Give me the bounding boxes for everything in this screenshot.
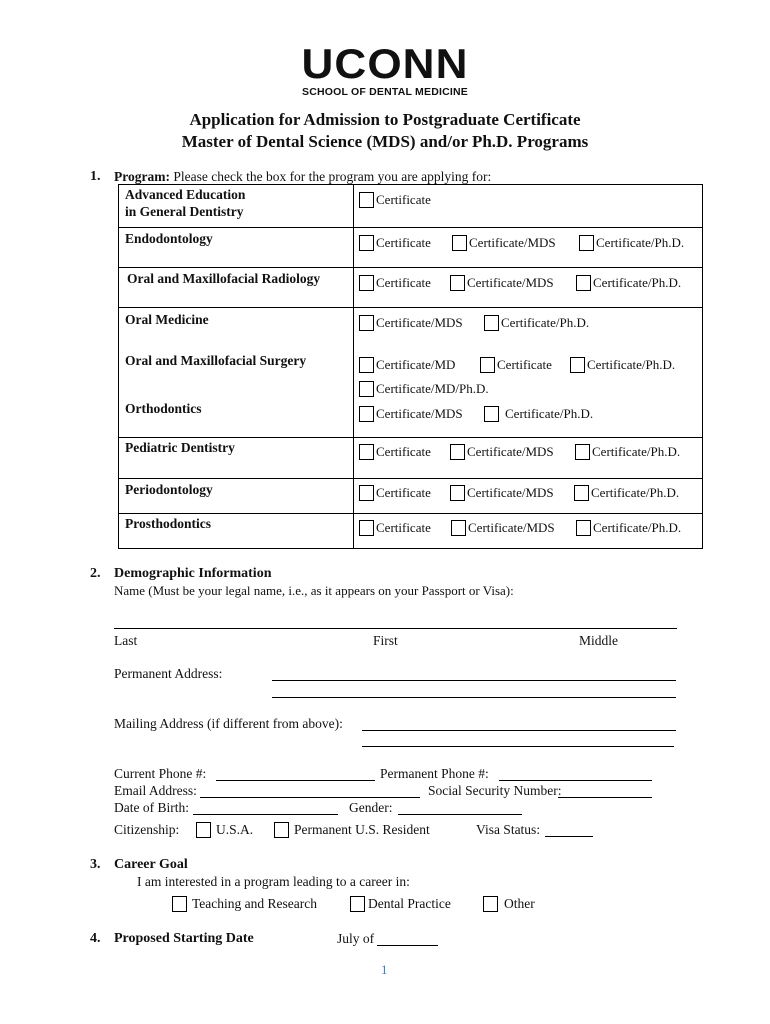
school-name: SCHOOL OF DENTAL MEDICINE xyxy=(301,86,468,98)
section1-instruction: Please check the box for the program you are applying for: xyxy=(173,169,492,184)
pedo-certificate-checkbox[interactable]: Certificate xyxy=(359,444,431,460)
starting-date-label: July of xyxy=(337,931,375,946)
perio-certificate-phd-checkbox[interactable]: Certificate/Ph.D. xyxy=(574,485,679,501)
name-instruction: Name (Must be your legal name, i.e., as it appears on your Passport or Visa): xyxy=(114,583,514,598)
checkbox-icon[interactable] xyxy=(450,485,465,501)
prostho-certificate-checkbox[interactable]: Certificate xyxy=(359,520,431,536)
checkbox-icon[interactable] xyxy=(359,444,374,460)
program-aegd-line2: in General Dentistry xyxy=(125,204,244,219)
checkbox-icon[interactable] xyxy=(483,896,498,912)
name-last-label: Last xyxy=(114,633,138,648)
checkbox-icon[interactable] xyxy=(274,822,289,838)
program-oral-maxillofacial-surgery: Oral and Maxillofacial Surgery xyxy=(125,353,307,368)
ortho-certificate-mds-checkbox[interactable]: Certificate/MDS xyxy=(359,406,463,422)
program-oral-medicine: Oral Medicine xyxy=(125,312,209,327)
radiology-certificate-checkbox[interactable]: Certificate xyxy=(359,275,431,291)
endo-certificate-checkbox[interactable]: Certificate xyxy=(359,235,431,251)
checkbox-icon[interactable] xyxy=(359,485,374,501)
name-first-label: First xyxy=(373,633,398,648)
checkbox-icon[interactable] xyxy=(359,235,374,251)
citizenship-usa-checkbox[interactable]: U.S.A. xyxy=(196,822,253,838)
perio-certificate-checkbox[interactable]: Certificate xyxy=(359,485,431,501)
checkbox-icon[interactable] xyxy=(570,357,585,373)
permanent-phone-label: Permanent Phone #: xyxy=(380,766,489,781)
ssn-line[interactable] xyxy=(558,797,652,798)
email-label: Email Address: xyxy=(114,783,197,798)
section2-title: Demographic Information xyxy=(114,566,272,581)
dob-label: Date of Birth: xyxy=(114,800,189,815)
section3-number: 3. xyxy=(90,857,101,872)
section1-title: Program: xyxy=(114,169,170,184)
checkbox-icon[interactable] xyxy=(359,520,374,536)
page-title-line2: Master of Dental Science (MDS) and/or Ph.D. Programs xyxy=(181,132,589,151)
checkbox-icon[interactable] xyxy=(359,406,374,422)
visa-status-label: Visa Status: xyxy=(476,822,541,837)
page-title-line1: Application for Admission to Postgraduate Certificate xyxy=(189,110,581,129)
pedo-certificate-mds-checkbox[interactable]: Certificate/MDS xyxy=(450,444,554,460)
endo-certificate-mds-checkbox[interactable]: Certificate/MDS xyxy=(452,235,556,251)
permanent-address-line1[interactable] xyxy=(272,680,676,681)
mailing-address-label: Mailing Address (if different from above): xyxy=(114,716,343,731)
checkbox-icon[interactable] xyxy=(350,896,365,912)
checkbox-icon[interactable] xyxy=(359,357,374,373)
citizenship-permanent-resident-checkbox[interactable]: Permanent U.S. Resident xyxy=(274,822,430,838)
program-periodontology: Periodontology xyxy=(125,482,213,497)
omfs-certificate-md-phd-checkbox[interactable]: Certificate/MD/Ph.D. xyxy=(359,381,489,397)
section4-number: 4. xyxy=(90,931,101,946)
current-phone-label: Current Phone #: xyxy=(114,766,207,781)
checkbox-icon[interactable] xyxy=(480,357,495,373)
uconn-logo: UCONN xyxy=(301,40,469,87)
checkbox-icon[interactable] xyxy=(451,520,466,536)
program-oral-maxillofacial-radiology: Oral and Maxillofacial Radiology xyxy=(127,271,321,286)
omfs-certificate-checkbox[interactable]: Certificate xyxy=(480,357,552,373)
checkbox-icon[interactable] xyxy=(450,275,465,291)
mailing-address-line1[interactable] xyxy=(362,730,676,731)
program-prosthodontics: Prosthodontics xyxy=(125,516,212,531)
omfs-certificate-md-checkbox[interactable]: Certificate/MD xyxy=(359,357,455,373)
checkbox-icon[interactable] xyxy=(359,275,374,291)
checkbox-icon[interactable] xyxy=(359,381,374,397)
checkbox-icon[interactable] xyxy=(576,520,591,536)
permanent-address-line2[interactable] xyxy=(272,697,676,698)
perio-certificate-mds-checkbox[interactable]: Certificate/MDS xyxy=(450,485,554,501)
omfs-certificate-phd-checkbox[interactable]: Certificate/Ph.D. xyxy=(570,357,675,373)
permanent-address-label: Permanent Address: xyxy=(114,666,223,681)
program-orthodontics: Orthodontics xyxy=(125,401,202,416)
career-teaching-research-checkbox[interactable]: Teaching and Research xyxy=(172,896,317,912)
checkbox-icon[interactable] xyxy=(172,896,187,912)
checkbox-icon[interactable] xyxy=(452,235,467,251)
checkbox-icon[interactable] xyxy=(196,822,211,838)
checkbox-icon[interactable] xyxy=(359,192,374,208)
career-other-checkbox[interactable]: Other xyxy=(483,896,535,912)
prostho-certificate-phd-checkbox[interactable]: Certificate/Ph.D. xyxy=(576,520,681,536)
program-endodontology: Endodontology xyxy=(125,231,213,246)
checkbox-icon[interactable] xyxy=(574,485,589,501)
section2-number: 2. xyxy=(90,566,101,581)
mailing-address-line2[interactable] xyxy=(362,746,674,747)
gender-line[interactable] xyxy=(398,814,522,815)
radiology-certificate-phd-checkbox[interactable]: Certificate/Ph.D. xyxy=(576,275,681,291)
ortho-certificate-phd-checkbox[interactable]: Certificate/Ph.D. xyxy=(484,406,593,422)
section1-number: 1. xyxy=(90,169,101,184)
email-line[interactable] xyxy=(200,797,420,798)
endo-certificate-phd-checkbox[interactable]: Certificate/Ph.D. xyxy=(579,235,684,251)
name-middle-label: Middle xyxy=(579,633,618,648)
checkbox-icon[interactable] xyxy=(359,315,374,331)
pedo-certificate-phd-checkbox[interactable]: Certificate/Ph.D. xyxy=(575,444,680,460)
program-aegd-line1: Advanced Education xyxy=(125,187,246,202)
radiology-certificate-mds-checkbox[interactable]: Certificate/MDS xyxy=(450,275,554,291)
program-pediatric-dentistry: Pediatric Dentistry xyxy=(125,440,235,455)
citizenship-label: Citizenship: xyxy=(114,822,180,837)
checkbox-icon[interactable] xyxy=(450,444,465,460)
section3-title: Career Goal xyxy=(114,857,188,872)
checkbox-icon[interactable] xyxy=(575,444,590,460)
section1-heading xyxy=(114,169,491,185)
prostho-certificate-mds-checkbox[interactable]: Certificate/MDS xyxy=(451,520,555,536)
visa-status-line[interactable] xyxy=(545,836,593,837)
gender-label: Gender: xyxy=(349,800,393,815)
career-dental-practice-checkbox[interactable]: Dental Practice xyxy=(350,896,451,912)
page-number: 1 xyxy=(381,962,388,977)
career-goal-text: I am interested in a program leading to a career in: xyxy=(137,874,410,889)
starting-year-line[interactable] xyxy=(377,945,438,946)
oral-medicine-certificate-phd-checkbox[interactable]: Certificate/Ph.D. xyxy=(484,315,589,331)
checkbox-icon[interactable] xyxy=(576,275,591,291)
section4-title: Proposed Starting Date xyxy=(114,931,254,946)
current-phone-line[interactable] xyxy=(216,780,375,781)
checkbox-icon[interactable] xyxy=(484,315,499,331)
ssn-label: Social Security Number: xyxy=(428,783,562,798)
checkbox-icon[interactable] xyxy=(484,406,499,422)
permanent-phone-line[interactable] xyxy=(499,780,652,781)
oral-medicine-certificate-mds-checkbox[interactable]: Certificate/MDS xyxy=(359,315,463,331)
aegd-certificate-checkbox[interactable]: Certificate xyxy=(359,192,431,208)
checkbox-icon[interactable] xyxy=(579,235,594,251)
name-input-line[interactable] xyxy=(114,628,677,629)
dob-line[interactable] xyxy=(193,814,338,815)
